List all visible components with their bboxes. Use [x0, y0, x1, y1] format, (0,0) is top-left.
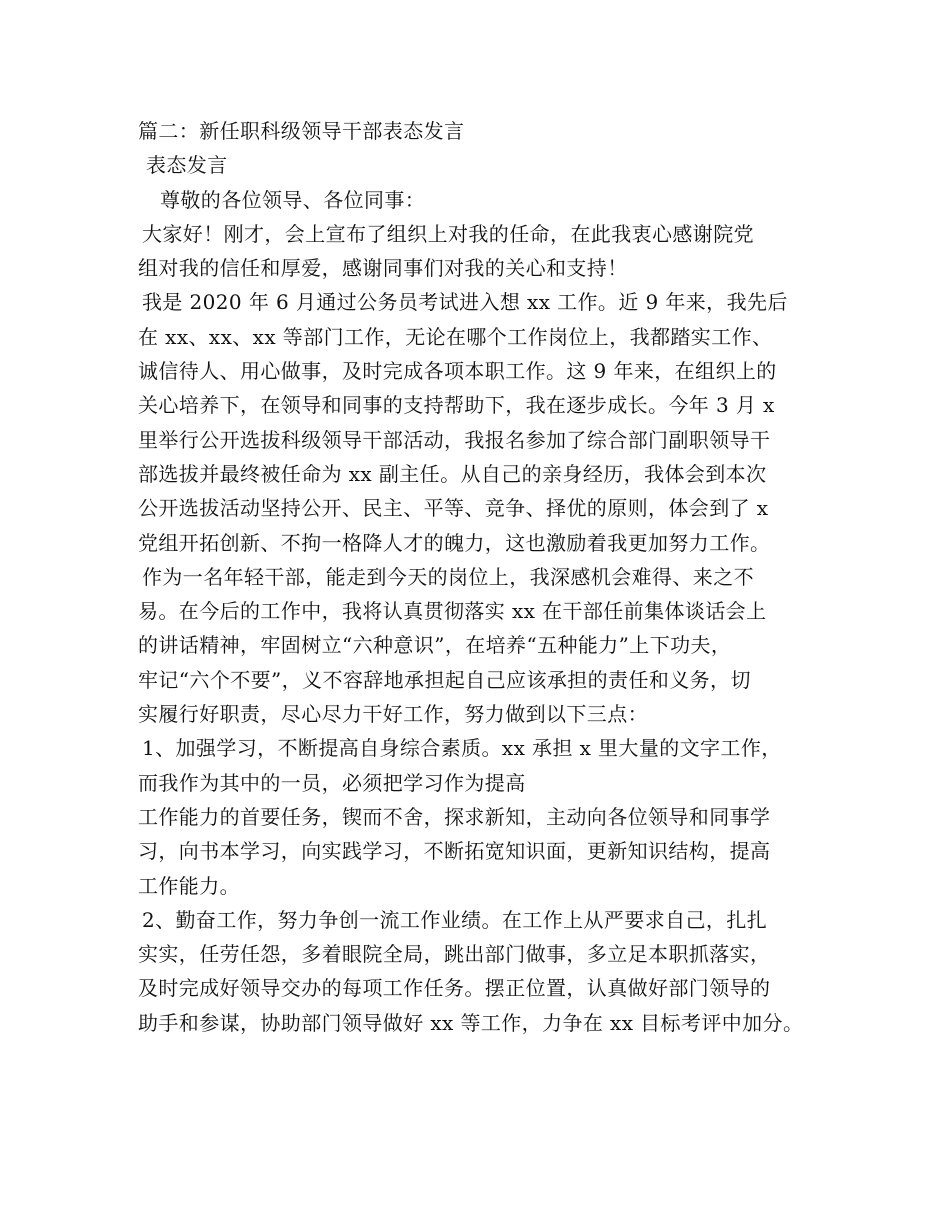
- text-line: 党组开拓创新、不拘一格降人才的魄力，这也激励着我更加努力工作。: [138, 530, 771, 555]
- text-line: 作为一名年轻干部，能走到今天的岗位上，我深感机会难得、来之不: [142, 564, 754, 589]
- document-title: 篇二：新任职科级领导干部表态发言: [138, 119, 465, 143]
- text-line: 我是 2020 年 6 月通过公务员考试进入想 xx 工作。近 9 年来，我先后: [142, 290, 788, 315]
- text-line: 工作能力的首要任务，锲而不舍，探求新知，主动向各位领导和同事学: [138, 804, 771, 829]
- text-line: 诚信待人、用心做事，及时完成各项本职工作。这 9 年来，在组织上的: [138, 359, 777, 384]
- text-line: 大家好！刚才，会上宣布了组织上对我的任命，在此我衷心感谢院党: [142, 221, 754, 246]
- text-line: 在 xx、xx、xx 等部门工作，无论在哪个工作岗位上，我都踏实工作、: [138, 324, 773, 349]
- text-line: 实实，任劳任怨，多着眼院全局，跳出部门做事，多立足本职抓落实，: [138, 942, 771, 967]
- text-line: 实履行好职责，尽心尽力干好工作，努力做到以下三点：: [138, 702, 648, 727]
- text-line: 而我作为其中的一员，必须把学习作为提高: [138, 770, 526, 795]
- text-line: 2、勤奋工作，努力争创一流工作业绩。在工作上从严要求自己，扎扎: [142, 907, 768, 932]
- text-line: 的讲话精神，牢固树立“六种意识”，在培养“五种能力”上下功夫，: [138, 633, 732, 658]
- text-line: 里举行公开选拔科级领导干部活动，我报名参加了综合部门副职领导干: [138, 427, 771, 452]
- salutation: 尊敬的各位领导、各位同事：: [160, 187, 426, 212]
- text-line: 牢记“六个不要”，义不容辞地承担起自己应该承担的责任和义务，切: [138, 667, 751, 692]
- text-line: 1、加强学习，不断提高自身综合素质。xx 承担 x 里大量的文字工作，: [142, 736, 782, 761]
- document-body: [138, 114, 838, 1040]
- text-line: 关心培养下，在领导和同事的支持帮助下，我在逐步成长。今年 3 月 x: [138, 393, 775, 418]
- text-line: 易。在今后的工作中，我将认真贯彻落实 xx 在干部任前集体谈话会上: [138, 599, 767, 624]
- text-line: 工作能力。: [138, 873, 240, 898]
- text-line: 公开选拔活动坚持公开、民主、平等、竞争、择优的原则，体会到了 x: [138, 496, 769, 521]
- text-line: 部选拔并最终被任命为 xx 副主任。从自己的亲身经历，我体会到本次: [138, 461, 767, 486]
- text-line: 组对我的信任和厚爱，感谢同事们对我的关心和支持！: [138, 256, 628, 281]
- text-line: 助手和参谋，协助部门领导做好 xx 等工作，力争在 xx 目标考评中加分。: [138, 1010, 804, 1035]
- speech-heading: 表态发言: [146, 153, 228, 178]
- text-line: 及时完成好领导交办的每项工作任务。摆正位置，认真做好部门领导的: [138, 976, 771, 1001]
- text-line: 习，向书本学习，向实践学习，不断拓宽知识面，更新知识结构，提高: [138, 839, 771, 864]
